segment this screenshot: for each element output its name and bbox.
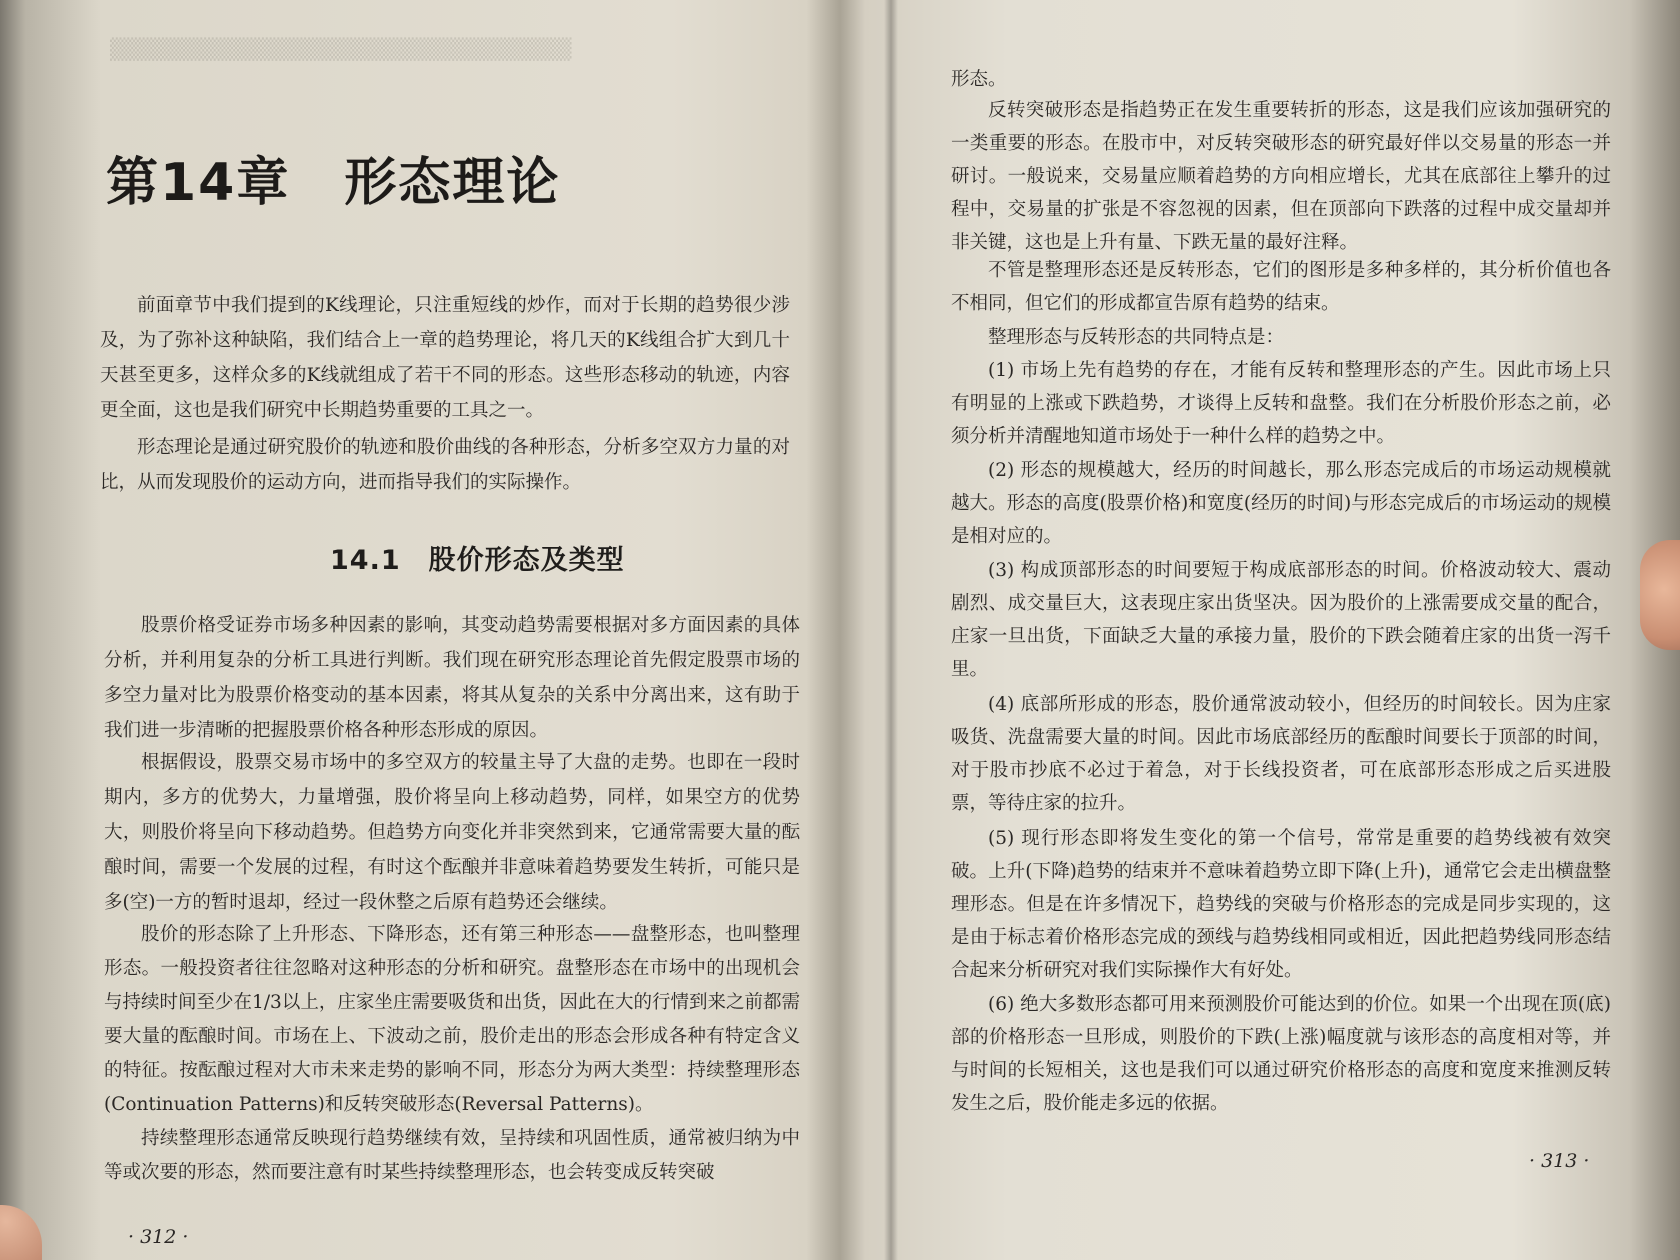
continuation-text: 形态。 bbox=[951, 69, 1007, 90]
intro-paragraph-1: 前面章节中我们提到的K线理论，只注重短线的炒作，而对于长期的趋势很少涉及，为了弥补这种缺陷，我们结合上一章的趋势理论，将几天的K线组合扩大到几十天甚至更多，这样众多的K线就组成了若干不同的形态。这些形态移动的轨迹，内容更全面，这也是我们研究中长期趋势重要的工具之一。 bbox=[100, 295, 790, 421]
right-paragraph-1: 反转突破形态是指趋势正在发生重要转折的形态，这是我们应该加强研究的一类重要的形态。在股市中，对反转突破形态的研究最好伴以交易量的形态一并研讨。一般说来，交易量应顺着趋势的方向相应增长，尤其在底部往上攀升的过程中，交易量的扩张是不容忽视的因素，但在顶部向下跌落的过程中成交量却并非关键，这也是上升有量、下跌无量的最好注释。 bbox=[951, 100, 1611, 253]
intro-paragraph-2: 形态理论是通过研究股价的轨迹和股价曲线的各种形态，分析多空双方力量的对比，从而发现股价的运动方向，进而指导我们的实际操作。 bbox=[100, 437, 790, 493]
list-item-3: (3) 构成顶部形态的时间要短于构成底部形态的时间。价格波动较大、震动剧烈、成交量巨大，这表现庄家出货坚决。因为股价的上涨需要成交量的配合，庄家一旦出货，下面缺乏大量的承接力量，股价的下跌会随着庄家的出货一泻千里。 bbox=[951, 560, 1611, 680]
right-paragraph-3: 整理形态与反转形态的共同特点是： bbox=[988, 327, 1285, 348]
show-through-text: ▒▒▒▒▒▒▒▒▒▒▒▒▒▒▒▒▒▒▒▒▒▒▒▒▒▒▒▒▒▒ bbox=[110, 37, 572, 61]
section-paragraph-1: 股票价格受证券市场多种因素的影响，其变动趋势需要根据对多方面因素的具体分析，并利用复杂的分析工具进行判断。我们现在研究形态理论首先假定股票市场的多空力量对比为股票价格变动的基本因素，将其从复杂的关系中分离出来，这有助于我们进一步清晰的把握股票价格各种形态形成的原因。 bbox=[104, 615, 800, 741]
list-item-6: (6) 绝大多数形态都可用来预测股价可能达到的价位。如果一个出现在顶(底)部的价格形态一旦形成，则股价的下跌(上涨)幅度就与该形态的高度相对等，并与时间的长短相关，这也是我们可以通过研究价格形态的高度和宽度来推测反转发生之后，股价能走多远的依据。 bbox=[951, 994, 1611, 1114]
finger bbox=[0, 1205, 42, 1260]
list-item-1: (1) 市场上先有趋势的存在，才能有反转和整理形态的产生。因此市场上只有明显的上涨或下跌趋势，才谈得上反转和盘整。我们在分析股价形态之前，必须分析并清醒地知道市场处于一种什么样的趋势之中。 bbox=[951, 360, 1611, 447]
section-paragraph-2: 根据假设，股票交易市场中的多空双方的较量主导了大盘的走势。也即在一段时期内，多方的优势大，力量增强，股价将呈向上移动趋势，同样，如果空方的优势大，则股价将呈向下移动趋势。但趋势方向变化并非突然到来，它通常需要大量的酝酿时间，需要一个发展的过程，有时这个酝酿并非意味着趋势要发生转折，可能只是多(空)一方的暂时退却，经过一段休整之后原有趋势还会继续。 bbox=[104, 752, 800, 913]
section-paragraph-4: 持续整理形态通常反映现行趋势继续有效，呈持续和巩固性质，通常被归纳为中等或次要的形态，然而要注意有时某些持续整理形态，也会转变成反转突破 bbox=[104, 1128, 800, 1183]
section-title: 14.1 股价形态及类型 bbox=[330, 545, 625, 576]
page-number-left: · 312 · bbox=[128, 1226, 189, 1248]
list-item-4: (4) 底部所形成的形态，股价通常波动较小，但经历的时间较长。因为庄家吸货、洗盘需要大量的时间。因此市场底部经历的酝酿时间要长于顶部的时间，对于股市抄底不必过于着急，对于长线投资者，可在底部形态形成之后买进股票，等待庄家的拉升。 bbox=[951, 694, 1611, 814]
right-paragraph-2: 不管是整理形态还是反转形态，它们的图形是多种多样的，其分析价值也各不相同，但它们的形成都宣告原有趋势的结束。 bbox=[951, 260, 1611, 314]
page-number-right: · 313 · bbox=[1529, 1150, 1590, 1172]
list-item-5: (5) 现行形态即将发生变化的第一个信号，常常是重要的趋势线被有效突破。上升(下降)趋势的结束并不意味着趋势立即下降(上升)，通常它会走出横盘整理形态。但是在许多情况下，趋势线的突破与价格形态的完成是同步实现的，这是由于标志着价格形态完成的颈线与趋势线相同或相近，因此把趋势线同形态结合起来分析研究对我们实际操作大有好处。 bbox=[951, 828, 1611, 981]
list-item-2: (2) 形态的规模越大，经历的时间越长，那么形态完成后的市场运动规模就越大。形态的高度(股票价格)和宽度(经历的时间)与形态完成后的市场运动的规模是相对应的。 bbox=[951, 460, 1611, 547]
right-page bbox=[893, 0, 1680, 1260]
section-paragraph-3: 股价的形态除了上升形态、下降形态，还有第三种形态——盘整形态，也叫整理形态。一般投资者往往忽略对这种形态的分析和研究。盘整形态在市场中的出现机会与持续时间至少在1/3以上，庄家坐庄需要吸货和出货，因此在大的行情到来之前都需要大量的酝酿时间。市场在上、下波动之前，股价走出的形态会形成各种有特定含义的特征。按酝酿过程对大市未来走势的影响不同，形态分为两大类型：持续整理形态(Continuation Patterns)和反转突破形态(Reversal Patterns)。 bbox=[104, 924, 800, 1115]
thumb bbox=[1640, 540, 1680, 650]
chapter-title: 第14章 形态理论 bbox=[106, 153, 561, 213]
